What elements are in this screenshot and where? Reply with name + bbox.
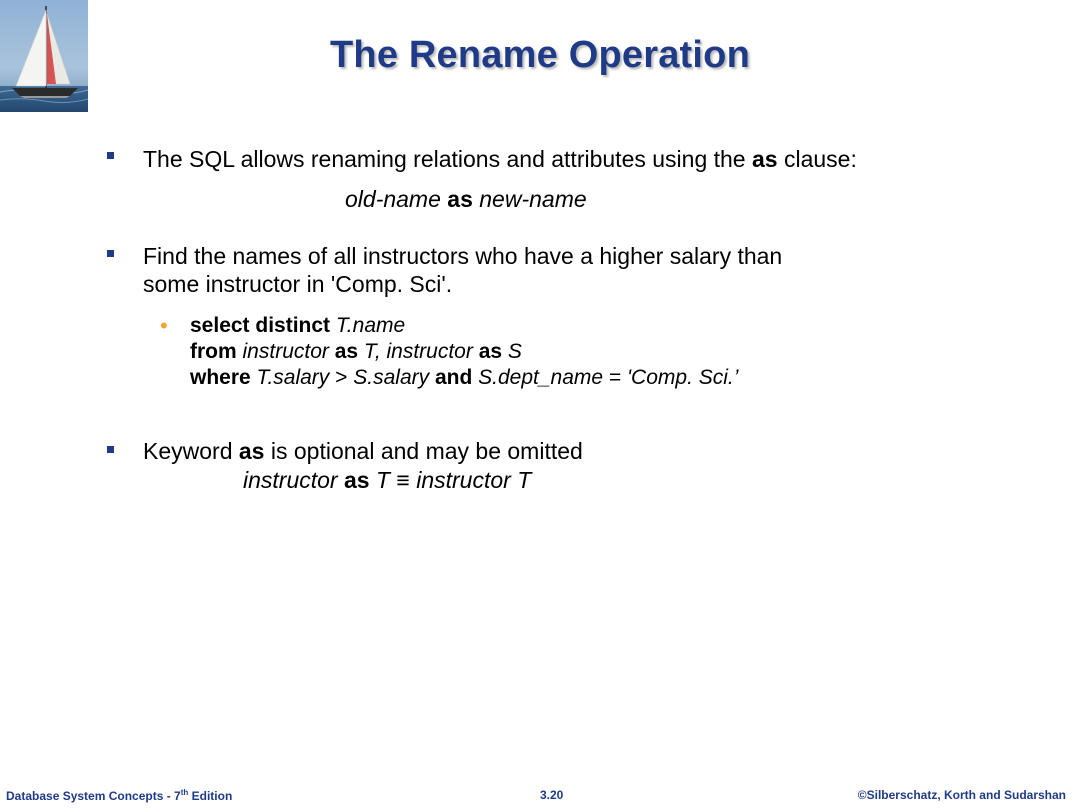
- footer-page-number: 3.20: [540, 788, 564, 802]
- sql-line-from: from instructor as T, instructor as S: [190, 340, 522, 363]
- bullet-square-icon: [107, 446, 114, 453]
- sql-line-select: select distinct T.name: [190, 314, 406, 337]
- bullet-2-line-1: Find the names of all instructors who have a higher salary than: [143, 243, 783, 269]
- bullet-square-icon: [107, 250, 114, 257]
- bullet-1-text: The SQL allows renaming relations and attributes using the as clause:: [143, 146, 857, 172]
- footer-right: ©Silberschatz, Korth and Sudarshan: [857, 788, 1066, 802]
- bullet-square-icon: [107, 152, 114, 159]
- sub-bullet-dot-icon: •: [160, 313, 168, 338]
- bullet-1-example: old-name as new-name: [345, 186, 587, 212]
- slide-title: The Rename Operation: [330, 34, 750, 76]
- bullet-2-line-2: some instructor in 'Comp. Sci'.: [143, 271, 453, 297]
- footer-left: Database System Concepts - 7th Edition: [6, 788, 233, 803]
- bullet-3-example: instructor as T ≡ instructor T: [243, 467, 532, 493]
- sql-line-where: where T.salary > S.salary and S.dept_name = 'Comp. Sci.’: [190, 366, 739, 389]
- bullet-3-text: Keyword as is optional and may be omitted: [143, 438, 583, 464]
